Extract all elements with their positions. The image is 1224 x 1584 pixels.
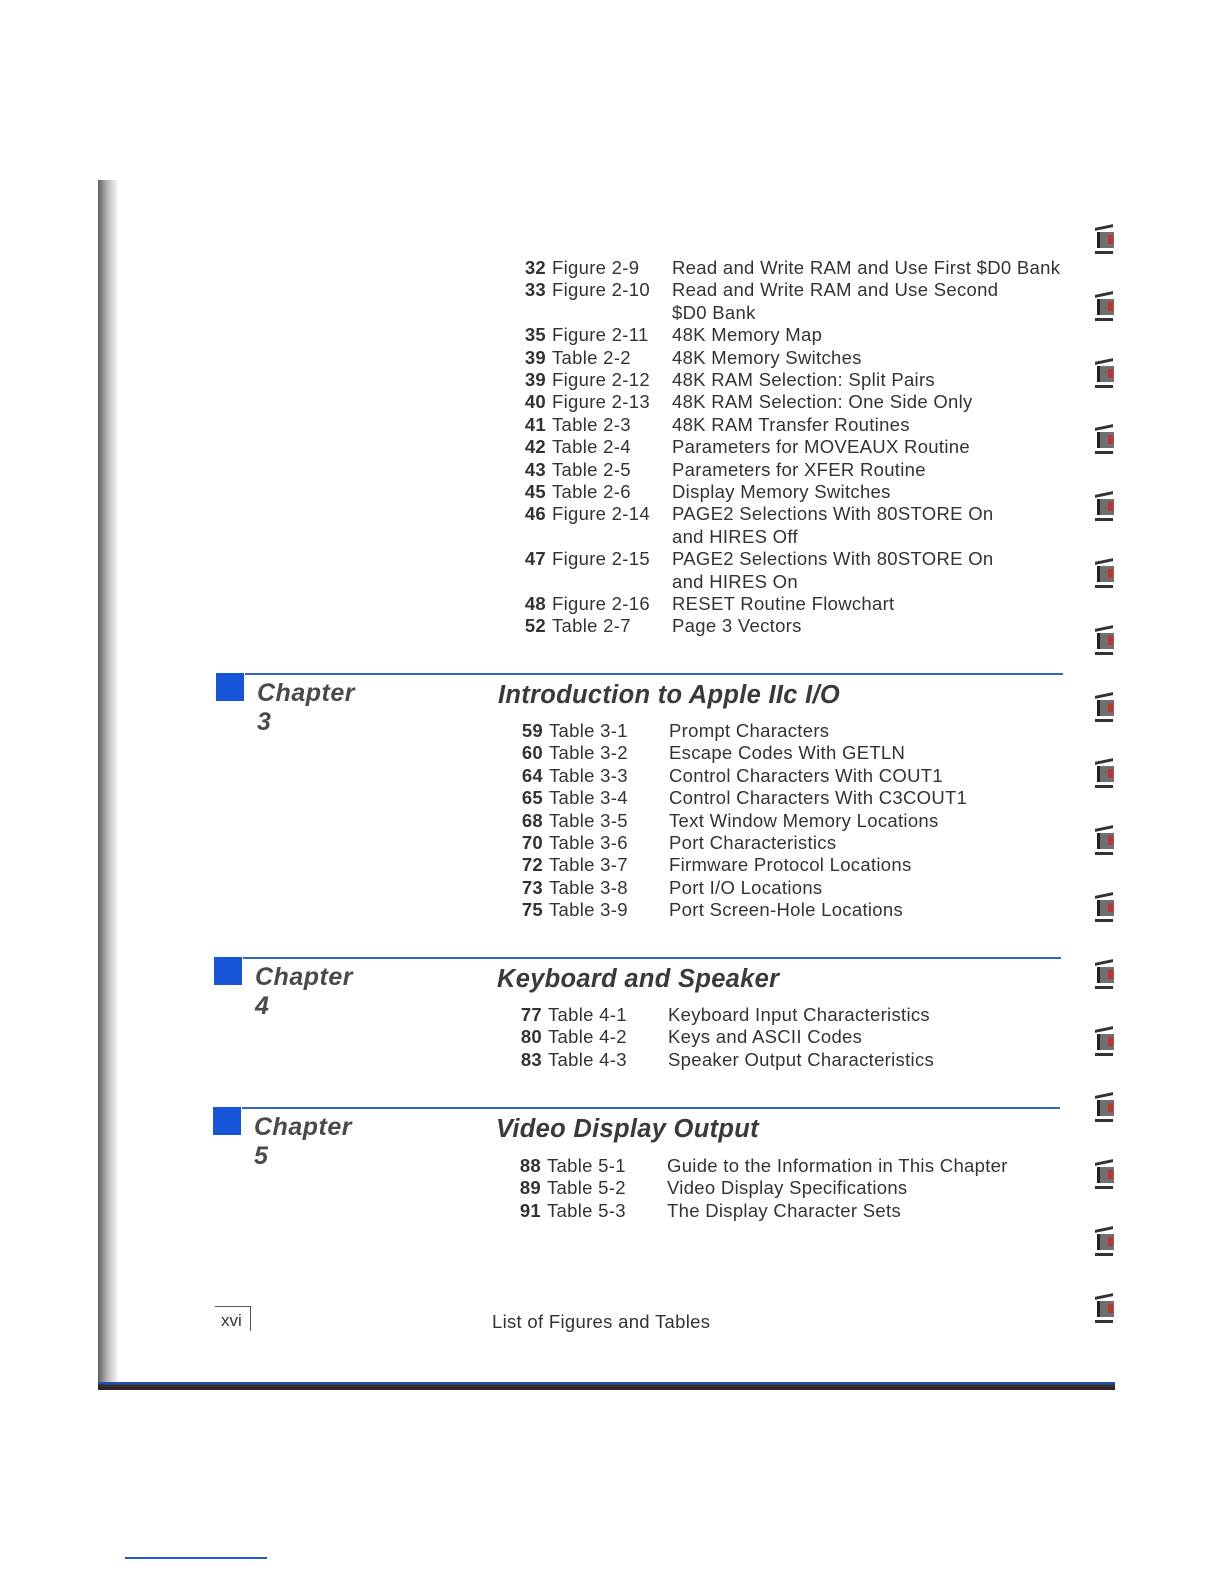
entry-reference: Figure 2-11 <box>552 324 649 346</box>
entry-page-number: 43 <box>524 458 546 480</box>
entry-title: 48K RAM Selection: Split Pairs <box>672 369 935 390</box>
chapter-label: Chapter 3 <box>257 679 355 736</box>
entry-page-number: 59 <box>521 720 543 741</box>
entry-page-number: 35 <box>524 324 546 346</box>
entry-page-number: 65 <box>521 787 543 809</box>
entry-title: PAGE2 Selections With 80STORE On <box>672 548 994 570</box>
entry-reference: Table 2-6 <box>552 481 631 502</box>
entry-title: Keys and ASCII Codes <box>668 1026 863 1048</box>
entry-title: 48K Memory Switches <box>672 346 862 368</box>
binding-ring <box>1095 694 1113 722</box>
entry-title: and HIRES Off <box>672 525 798 547</box>
entry-title: 48K Memory Map <box>672 324 823 346</box>
chapter-title: Video Display Output <box>496 1115 759 1143</box>
entry-title: Read and Write RAM and Use First $D0 Bank <box>672 257 1061 278</box>
entry-page-number: 32 <box>524 257 546 278</box>
entry-title: Prompt Characters <box>669 720 830 741</box>
binding-ring <box>1095 760 1113 788</box>
page-spine-edge <box>98 180 118 1390</box>
binding-ring <box>1095 1228 1113 1256</box>
binding-ring <box>1095 426 1113 454</box>
entry-reference: Table 3-9 <box>549 899 628 921</box>
entry-page-number: 45 <box>524 481 546 502</box>
entry-reference: Figure 2-9 <box>552 257 640 278</box>
entry-title: RESET Routine Flowchart <box>672 593 895 614</box>
entry-page-number: 52 <box>524 615 546 637</box>
entry-title: Read and Write RAM and Use Second <box>672 279 999 301</box>
entry-title: Escape Codes With GETLN <box>669 742 906 764</box>
entry-page-number: 73 <box>521 876 543 898</box>
entry-reference: Table 4-2 <box>548 1026 627 1048</box>
chapter-marker <box>214 957 242 985</box>
binding-ring <box>1095 1028 1113 1056</box>
entry-reference: Table 3-2 <box>549 742 628 764</box>
entry-reference: Figure 2-14 <box>552 503 650 525</box>
entry-reference: Table 2-3 <box>552 413 631 435</box>
entry-reference: Table 3-1 <box>549 720 628 741</box>
entry-reference: Table 5-1 <box>547 1155 626 1176</box>
entry-page-number: 75 <box>521 899 543 921</box>
entry-reference: Table 2-5 <box>552 458 631 480</box>
entry-title: Video Display Specifications <box>667 1177 908 1199</box>
running-footer-title: List of Figures and Tables <box>492 1311 711 1332</box>
entry-reference: Table 2-2 <box>552 346 631 368</box>
binding-ring <box>1095 560 1113 588</box>
entry-reference: Table 3-7 <box>549 854 628 876</box>
binding-ring <box>1095 1161 1113 1189</box>
entry-page-number: 60 <box>521 742 543 764</box>
entry-title: Parameters for MOVEAUX Routine <box>672 436 970 458</box>
entry-page-number: 48 <box>524 593 546 614</box>
chapter-label: Chapter 4 <box>255 963 353 1020</box>
entry-reference: Figure 2-10 <box>552 279 650 301</box>
entry-title: Page 3 Vectors <box>672 615 802 637</box>
entry-reference: Figure 2-16 <box>552 593 650 614</box>
entry-reference: Table 4-3 <box>548 1048 627 1070</box>
entry-reference: Table 3-8 <box>549 876 628 898</box>
chapter-marker <box>213 1107 241 1135</box>
binding-ring <box>1095 827 1113 855</box>
entry-reference: Figure 2-12 <box>552 369 650 390</box>
entry-page-number: 83 <box>520 1048 542 1070</box>
entry-title: Control Characters With C3COUT1 <box>669 787 968 809</box>
entry-title: Text Window Memory Locations <box>669 809 939 831</box>
entry-page-number: 47 <box>524 548 546 570</box>
chapter-rule <box>245 673 1063 675</box>
entry-title: Display Memory Switches <box>672 481 891 502</box>
entry-reference: Figure 2-13 <box>552 391 650 413</box>
entry-title: Port I/O Locations <box>669 876 823 898</box>
entry-title: and HIRES On <box>672 570 798 592</box>
entry-title: 48K RAM Transfer Routines <box>672 413 910 435</box>
binding-ring <box>1095 627 1113 655</box>
entry-page-number: 39 <box>524 346 546 368</box>
entry-page-number: 33 <box>524 279 546 301</box>
entry-title: The Display Character Sets <box>667 1199 902 1221</box>
entry-page-number: 41 <box>524 413 546 435</box>
entry-page-number: 77 <box>520 1004 542 1025</box>
page-number: xvi <box>215 1306 251 1331</box>
entry-title: Firmware Protocol Locations <box>669 854 912 876</box>
binding-ring <box>1095 1295 1113 1323</box>
chapter-marker <box>216 673 244 701</box>
entry-reference: Table 2-7 <box>552 615 631 637</box>
binding-ring <box>1095 493 1113 521</box>
entry-title: $D0 Bank <box>672 301 756 323</box>
entry-reference: Table 5-2 <box>547 1177 626 1199</box>
entry-page-number: 70 <box>521 832 543 853</box>
chapter-rule <box>242 1107 1060 1109</box>
entry-title: Guide to the Information in This Chapter <box>667 1155 1008 1176</box>
chapter-title: Introduction to Apple IIc I/O <box>498 681 841 709</box>
entry-title: Parameters for XFER Routine <box>672 458 926 480</box>
entry-title: Port Screen-Hole Locations <box>669 899 904 921</box>
entry-title: Port Characteristics <box>669 832 837 853</box>
entry-page-number: 80 <box>520 1026 542 1048</box>
entry-reference: Table 5-3 <box>547 1199 626 1221</box>
entry-page-number: 46 <box>524 503 546 525</box>
entry-page-number: 68 <box>521 809 543 831</box>
entry-reference: Table 2-4 <box>552 436 631 458</box>
entry-title: PAGE2 Selections With 80STORE On <box>672 503 994 525</box>
entry-page-number: 88 <box>519 1155 541 1176</box>
entry-reference: Table 3-5 <box>549 809 628 831</box>
entry-title: 48K RAM Selection: One Side Only <box>672 391 973 413</box>
page-bottom-edge <box>98 1382 1115 1390</box>
entry-title: Speaker Output Characteristics <box>668 1048 935 1070</box>
entry-reference: Table 3-3 <box>549 764 628 786</box>
entry-reference: Table 3-6 <box>549 832 628 853</box>
entry-page-number: 64 <box>521 764 543 786</box>
entry-page-number: 42 <box>524 436 546 458</box>
entry-reference: Table 4-1 <box>548 1004 627 1025</box>
chapter-label: Chapter 5 <box>254 1113 352 1170</box>
entry-page-number: 72 <box>521 854 543 876</box>
entry-page-number: 89 <box>519 1177 541 1199</box>
entry-title: Control Characters With COUT1 <box>669 764 943 786</box>
entry-title: Keyboard Input Characteristics <box>668 1004 930 1025</box>
binding-ring <box>1095 226 1113 254</box>
entry-reference: Figure 2-15 <box>552 548 650 570</box>
binding-ring <box>1095 360 1113 388</box>
binding-ring <box>1095 894 1113 922</box>
entry-page-number: 40 <box>524 391 546 413</box>
chapter-rule <box>243 957 1061 959</box>
spiral-binding <box>1093 220 1115 1340</box>
binding-ring <box>1095 1094 1113 1122</box>
entry-page-number: 39 <box>524 369 546 390</box>
chapter-title: Keyboard and Speaker <box>497 965 780 993</box>
entry-page-number: 91 <box>519 1199 541 1221</box>
binding-ring <box>1095 961 1113 989</box>
entry-reference: Table 3-4 <box>549 787 628 809</box>
binding-ring <box>1095 293 1113 321</box>
scan-artifact-line <box>125 1557 267 1559</box>
